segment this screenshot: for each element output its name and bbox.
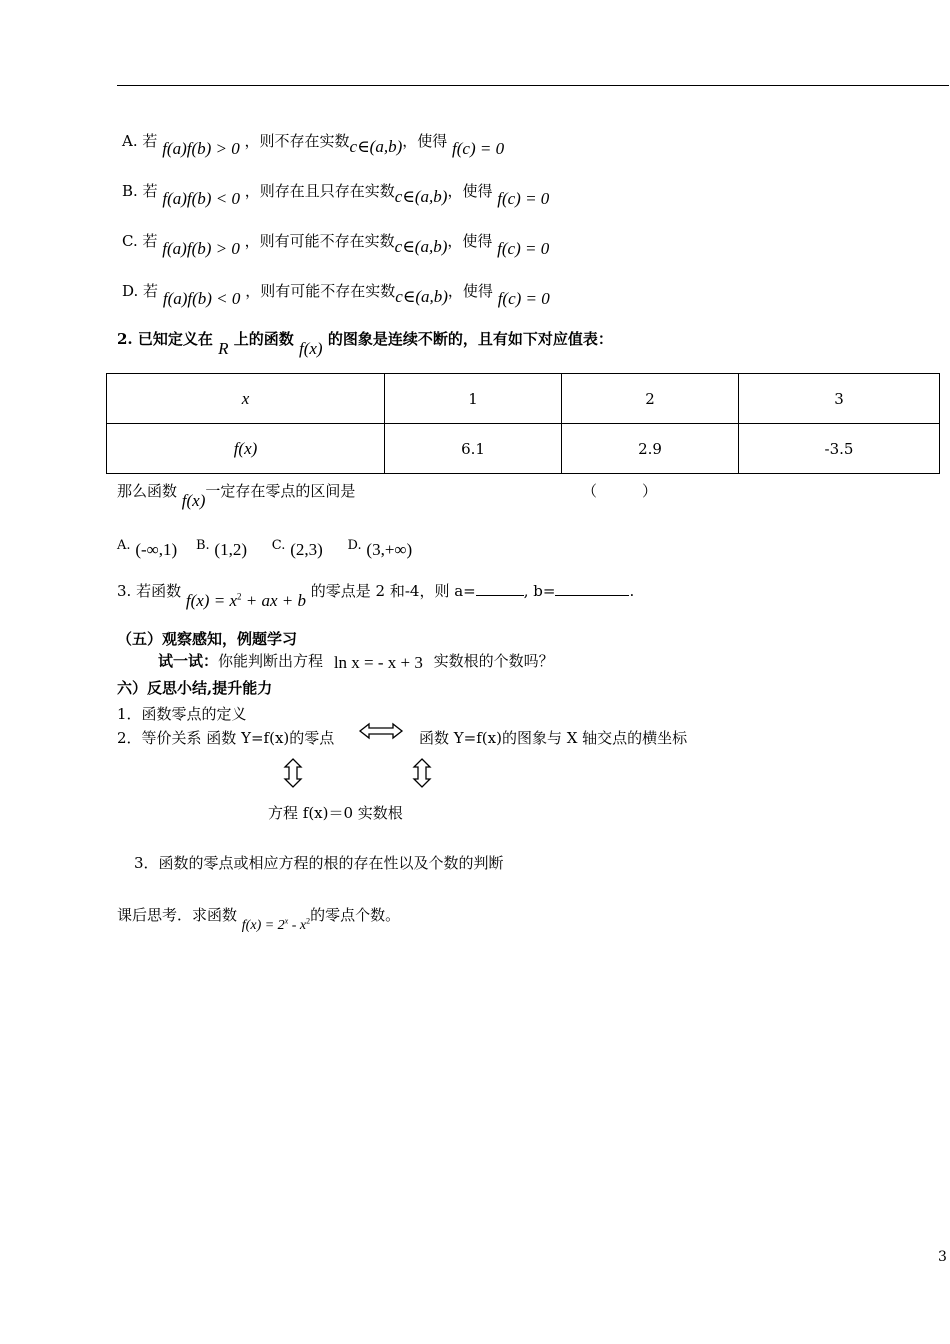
formula: c∈(a,b): [349, 137, 403, 156]
up-down-double-arrow-icon: [283, 757, 303, 789]
formula: R: [218, 339, 229, 358]
table-cell: 3: [739, 374, 940, 424]
q2-question: 那么函数 f(x)一定存在零点的区间是: [117, 482, 356, 510]
table-cell: 1: [385, 374, 562, 424]
summary-item-2: 2．等价关系 函数 Y=f(x)的零点: [117, 729, 335, 747]
formula: c∈(a,b): [395, 287, 448, 306]
formula: (3,+∞): [366, 540, 413, 559]
q3: 3. 若函数 $f(x) = x^2$ + ax + b 的零点是 2 和-4，则 a= , b= .: [117, 582, 635, 610]
table-cell: f(x): [107, 424, 385, 474]
q1-option-d: D. 若 f(a)f(b) < 0 ，则有可能不存在实数c∈(a,b)，使得 f(c) = 0: [122, 282, 550, 308]
table-cell: -3.5: [739, 424, 940, 474]
value-table: [106, 373, 940, 474]
table-row: [107, 424, 940, 474]
blank-a[interactable]: [476, 581, 524, 596]
table-cell: 2: [562, 374, 739, 424]
try-it: 试一试：你能判断出方程 ln x = - x + 3 实数根的个数吗？: [158, 652, 554, 672]
summary-item-2-right: 函数 Y=f(x)的图象与 X 轴交点的横坐标: [419, 729, 688, 747]
header-rule: [117, 85, 949, 86]
arrow-shape: [360, 724, 402, 738]
table-row: [107, 374, 940, 424]
formula: f(c) = 0: [497, 239, 550, 258]
summary-item-3: 3．函数的零点或相应方程的根的存在性以及个数的判断: [134, 854, 504, 872]
answer-paren: （ ）: [582, 482, 658, 500]
arrow-shape: [285, 759, 301, 787]
homework: 课后思考．求函数 $f(x) = 2^x - x^2$的零点个数。: [117, 906, 401, 933]
q2-stem: 2. 已知定义在 R 上的函数 f(x) 的图象是连续不断的，且有如下对应值表：: [117, 330, 613, 358]
summary-item-1: 1．函数零点的定义: [117, 705, 247, 723]
formula: (2,3): [290, 540, 323, 559]
formula: ln x = - x + 3: [333, 653, 423, 672]
formula: c∈(a,b): [394, 187, 448, 206]
section-5-heading: （五）观察感知，例题学习: [117, 630, 298, 648]
q2-choices: A. (-∞,1) B. (1,2) C. (2,3) D. (3,+∞): [117, 538, 413, 559]
page-number: 3: [938, 1249, 947, 1265]
formula: f(a)f(b) > 0: [162, 139, 240, 158]
formula: f(a)f(b) > 0: [162, 239, 240, 258]
table-cell: 6.1: [385, 424, 562, 474]
blank-b[interactable]: [555, 581, 629, 596]
formula: f(a)f(b) < 0: [162, 189, 240, 208]
formula: $f(x) = 2^x - x^2$: [241, 916, 311, 933]
formula: (1,2): [214, 540, 247, 559]
formula: f(x): [181, 491, 206, 510]
q1-option-b: B. 若 f(a)f(b) < 0 ，则存在且只存在实数c∈(a,b)，使得 f(c) = 0: [122, 182, 550, 208]
q1-option-c: C. 若 f(a)f(b) > 0 ，则有可能不存在实数c∈(a,b)，使得 f(c) = 0: [122, 232, 550, 258]
table-cell: x: [107, 374, 385, 424]
q1-option-a: A. 若 f(a)f(b) > 0 ，则不存在实数c∈(a,b)，使得 f(c) = 0: [122, 132, 505, 158]
formula: c∈(a,b): [394, 237, 448, 256]
equation-root: 方程 f(x)＝0 实数根: [268, 804, 403, 822]
left-right-double-arrow-icon: [357, 721, 405, 741]
section-6-heading: 六）反思小结,提升能力: [117, 679, 273, 697]
table-cell: 2.9: [562, 424, 739, 474]
formula: f(c) = 0: [452, 139, 505, 158]
arrow-shape: [414, 759, 430, 787]
formula: f(x): [299, 339, 323, 358]
up-down-double-arrow-icon: [412, 757, 432, 789]
formula: f(c) = 0: [497, 189, 550, 208]
formula: $f(x) = x^2$ + ax + b: [185, 591, 306, 610]
formula: f(a)f(b) < 0: [162, 289, 241, 308]
formula: (-∞,1): [135, 540, 178, 559]
formula: f(c) = 0: [497, 289, 550, 308]
